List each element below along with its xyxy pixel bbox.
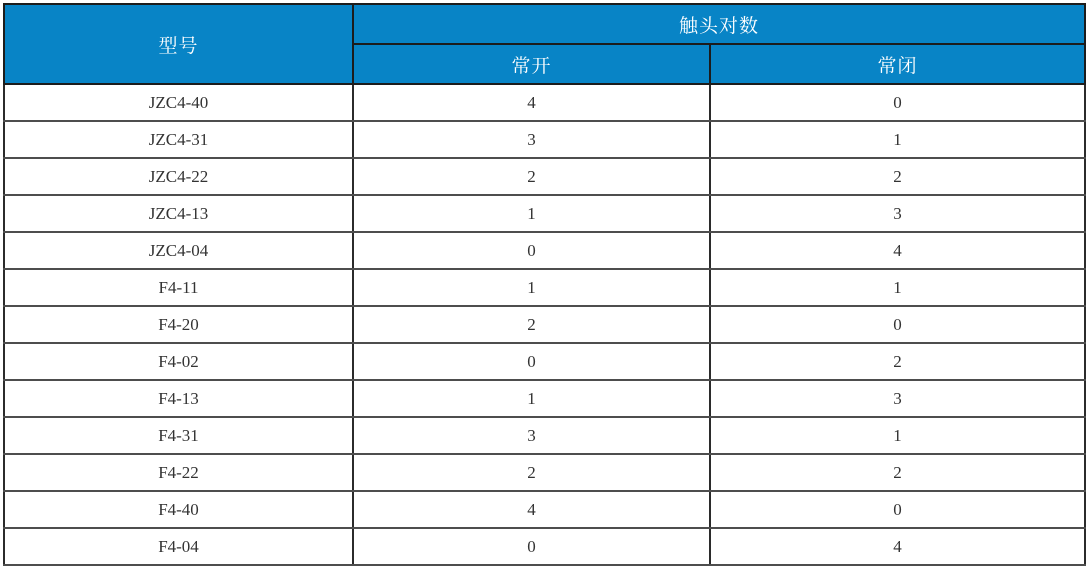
normally-open-cell: 2: [353, 158, 710, 195]
model-cell: JZC4-22: [4, 158, 353, 195]
header-contact-pairs: 触头对数: [353, 4, 1085, 44]
model-cell: JZC4-31: [4, 121, 353, 158]
table-row: [4, 417, 1085, 454]
normally-open-cell: 0: [353, 343, 710, 380]
normally-open-cell: 0: [353, 232, 710, 269]
normally-closed-cell: 3: [710, 380, 1085, 417]
normally-open-cell: 2: [353, 454, 710, 491]
model-cell: F4-02: [4, 343, 353, 380]
normally-closed-cell: 4: [710, 232, 1085, 269]
model-cell: JZC4-13: [4, 195, 353, 232]
normally-open-cell: 3: [353, 121, 710, 158]
normally-open-cell: 0: [353, 528, 710, 565]
normally-closed-cell: 1: [710, 417, 1085, 454]
table-row: [4, 454, 1085, 491]
table-row: [4, 232, 1085, 269]
normally-closed-cell: 2: [710, 454, 1085, 491]
normally-closed-cell: 0: [710, 306, 1085, 343]
table-row: [4, 380, 1085, 417]
header-model: 型号: [4, 4, 353, 84]
model-cell: F4-22: [4, 454, 353, 491]
table-header: [4, 4, 1085, 84]
table-row: [4, 195, 1085, 232]
model-cell: F4-11: [4, 269, 353, 306]
table-row: [4, 343, 1085, 380]
header-normally-closed: 常闭: [710, 44, 1085, 84]
contact-pairs-table: [3, 3, 1086, 566]
normally-open-cell: 4: [353, 84, 710, 121]
normally-closed-cell: 4: [710, 528, 1085, 565]
normally-closed-cell: 2: [710, 158, 1085, 195]
model-cell: F4-40: [4, 491, 353, 528]
normally-open-cell: 4: [353, 491, 710, 528]
table-row: [4, 528, 1085, 565]
normally-open-cell: 1: [353, 380, 710, 417]
table-row: [4, 158, 1085, 195]
table-row: [4, 121, 1085, 158]
table-row: [4, 84, 1085, 121]
model-cell: JZC4-40: [4, 84, 353, 121]
normally-closed-cell: 1: [710, 269, 1085, 306]
normally-open-cell: 1: [353, 269, 710, 306]
normally-closed-cell: 1: [710, 121, 1085, 158]
normally-closed-cell: 0: [710, 491, 1085, 528]
normally-open-cell: 1: [353, 195, 710, 232]
model-cell: JZC4-04: [4, 232, 353, 269]
normally-open-cell: 2: [353, 306, 710, 343]
header-row-top: [4, 4, 1085, 44]
model-cell: F4-31: [4, 417, 353, 454]
model-cell: F4-20: [4, 306, 353, 343]
normally-open-cell: 3: [353, 417, 710, 454]
normally-closed-cell: 0: [710, 84, 1085, 121]
table-row: [4, 269, 1085, 306]
table-row: [4, 306, 1085, 343]
model-cell: F4-04: [4, 528, 353, 565]
table-body: [4, 84, 1085, 565]
header-normally-open: 常开: [353, 44, 710, 84]
normally-closed-cell: 2: [710, 343, 1085, 380]
table-row: [4, 491, 1085, 528]
model-cell: F4-13: [4, 380, 353, 417]
normally-closed-cell: 3: [710, 195, 1085, 232]
